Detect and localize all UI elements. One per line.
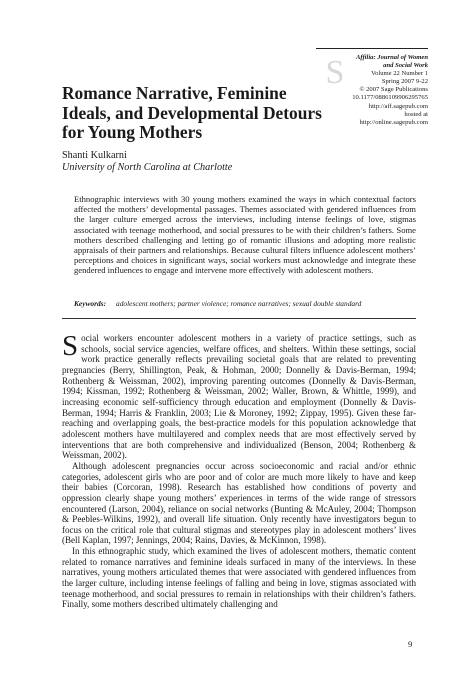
body-text	[62, 330, 416, 610]
paragraph-3: In this ethnographic study, which examined the lives of adolescent mothers, thematic content related to romance narratives and feminine ideals surfaced in many of the interviews. In these narratives, young mothers articulated themes that were associated with gendered influences from the larger culture, including intense feelings of falling and being in love, stigmas associated with teenage motherhood, and social pressures to remain in relationships with their children’s fathers. Finally, some mothers described ultimately challenging and	[62, 546, 416, 610]
journal-issue: Spring 2007 9-22	[381, 78, 428, 86]
author-affiliation: University of North Carolina at Charlotte	[62, 162, 233, 173]
journal-url[interactable]: http://aff.sagepub.com	[368, 102, 428, 110]
keywords-list: adolescent mothers; partner violence; romance narratives; sexual double standard	[116, 299, 362, 308]
abstract: Ethnographic interviews with 30 young mothers examined the ways in which contextual factors affected the mothers’ developmental passages. Themes associated with gendered influences from the larger culture emerged across the interviews, including intense feelings of love, stigmas associated with teenage motherhood, and social pressures to be with their children’s fathers. Some mothers described challenging and letting go of romantic illusions and adopting more realistic appraisals of their partners and relationships. Because cultural filters influence adolescent mothers’ perceptions and choices in significant ways, social workers must acknowledge and integrate these gendered influences to engage and intervene more effectively with adolescent mothers.	[74, 194, 416, 276]
journal-doi: 10.1177/0886109906295765	[352, 94, 428, 102]
journal-copyright: © 2007 Sage Publications	[359, 86, 428, 94]
drop-cap: S	[62, 330, 79, 362]
journal-name-line2: and Social Work	[383, 62, 428, 70]
journal-name-line1: Affilia: Journal of Women	[356, 54, 428, 61]
journal-hosted-label: hosted at	[404, 110, 428, 118]
journal-volume: Volume 22 Number 1	[371, 70, 428, 78]
journal-online-url[interactable]: http://online.sagepub.com	[359, 118, 428, 126]
paragraph-1-text: ocial workers encounter adolescent mothers in a variety of practice settings, such as schools, social service agencies, welfare offices, and shelters. Within these settings, social work practice generally reflects prevailing societal goals that are related to preventing pregnancies (Berry, Shillington, Peak, & Hohman, 2000; Donnelly & Davis-Berman, 1994; Rothenberg & Weissman, 2002), improving parenting outcomes (Donnelly & Davis-Berman, 1994; Kissman, 1992; Rothenberg & Weissman, 2002; Waller, Brown, & Whittle, 1999), and increasing economic self-sufficiency through education and employment (Donnelly & Davis-Berman, 1994; Harris & Franklin, 2003; Lie & Moroney, 1992; Zippay, 1995). Given these far-reaching and overlapping goals, the best-practice models for this population acknowledge that adolescent mothers have multilayered and complex needs that are most effectively served by interventions that are both comprehensive and individualized (Benson, 2004; Rothenberg & Weissman, 2002).	[62, 333, 416, 461]
keywords	[74, 299, 416, 308]
article-title: Romance Narrative, Feminine Ideals, and Developmental Detours for Young Mothers	[62, 83, 322, 142]
journal-seal-logo: S	[325, 54, 345, 91]
keywords-label: Keywords:	[74, 299, 107, 308]
page-number: 9	[408, 639, 413, 649]
divider	[62, 318, 416, 319]
journal-info-box	[316, 48, 428, 127]
paragraph-1	[62, 330, 416, 461]
paragraph-2: Although adolescent pregnancies occur across socioeconomic and racial and/or ethnic categories, adolescent girls who are poor and of color are much more likely to have and keep their babies (Corcoran, 1998). Research has established how conditions of poverty and oppression clearly shape young mothers’ experiences in terms of the wide range of stressors encountered (Larson, 2004), reliance on social networks (Bunting & McAuley, 2004; Thompson & Peebles-Wilkins, 1992), and overall life situation. Only recently have investigators begun to focus on the critical role that cultural stigmas and stereotypes play in adolescent mothers’ lives (Bell Kaplan, 1997; Jennings, 2004; Rains, Davies, & McKinnon, 1998).	[62, 460, 416, 546]
author-name: Shanti Kulkarni	[62, 150, 127, 161]
